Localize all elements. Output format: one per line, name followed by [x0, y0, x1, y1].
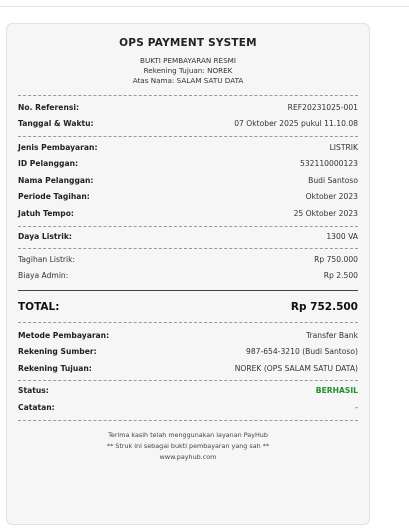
electricity-bill-value: Rp 750.000 [314, 254, 358, 264]
due-date-value: 25 Oktober 2023 [293, 208, 358, 218]
receipt-header [18, 24, 358, 86]
datetime-value: 07 Oktober 2025 pukul 11.10.08 [234, 119, 358, 129]
status-label: Status: [18, 386, 49, 396]
footer-thanks: Terima kasih telah menggunakan layanan PayHub [108, 430, 268, 439]
billing-period-label: Periode Tagihan: [18, 192, 90, 202]
receipt-subtitle: BUKTI PEMBAYARAN RESMI [140, 56, 236, 65]
destination-account-row [18, 360, 358, 377]
payment-type-label: Jenis Pembayaran: [18, 142, 98, 152]
payment-type-row [18, 139, 358, 156]
datetime-label: Tanggal & Waktu: [18, 119, 94, 129]
reference-label: No. Referensi: [18, 102, 80, 112]
top-divider [0, 6, 409, 7]
customer-id-row [18, 156, 358, 173]
customer-id-value: 532110000123 [300, 159, 358, 169]
receipt-account-to: Rekening Tujuan: NOREK [143, 66, 233, 75]
status-badge: BERHASIL [315, 386, 358, 396]
total-value: Rp 752.500 [290, 301, 358, 313]
reference-value: REF20231025-001 [287, 102, 358, 112]
payment-method-label: Metode Pembayaran: [18, 330, 110, 340]
electricity-bill-row [18, 251, 358, 268]
footer-legal: ** Struk ini sebagai bukti pembayaran yang sah ** [106, 441, 270, 450]
power-row [18, 229, 358, 246]
customer-name-row [18, 172, 358, 189]
payment-method-row [18, 327, 358, 344]
payment-type-value: LISTRIK [329, 142, 358, 152]
total-label: TOTAL: [18, 301, 60, 313]
payment-method-value: Transfer Bank [305, 330, 358, 340]
note-row [18, 399, 358, 416]
destination-account-value: NOREK (OPS SALAM SATU DATA) [234, 363, 358, 373]
note-label: Catatan: [18, 402, 55, 412]
power-label: Daya Listrik: [18, 232, 72, 242]
note-value: - [355, 402, 358, 412]
receipt-account-name: Atas Nama: SALAM SATU DATA [132, 76, 244, 85]
source-account-row [18, 344, 358, 361]
power-value: 1300 VA [326, 232, 358, 242]
due-date-label: Jatuh Tempo: [18, 208, 74, 218]
status-row [18, 383, 358, 400]
total-row [18, 297, 358, 317]
admin-fee-value: Rp 2.500 [323, 271, 358, 281]
footer-website: www.payhub.com [159, 452, 217, 461]
receipt-footer [18, 430, 358, 463]
destination-account-label: Rekening Tujuan: [18, 363, 92, 373]
receipt-title: OPS PAYMENT SYSTEM [119, 37, 257, 49]
admin-fee-row [18, 268, 358, 285]
billing-period-value: Oktober 2023 [305, 192, 358, 202]
admin-fee-label: Biaya Admin: [18, 271, 69, 281]
reference-row [18, 99, 358, 116]
datetime-row [18, 116, 358, 133]
customer-name-value: Budi Santoso [308, 175, 358, 185]
customer-id-label: ID Pelanggan: [18, 159, 79, 169]
billing-period-row [18, 189, 358, 206]
source-account-value: 987-654-3210 (Budi Santoso) [245, 347, 358, 357]
electricity-bill-label: Tagihan Listrik: [18, 254, 76, 264]
payment-receipt [6, 23, 370, 525]
due-date-row [18, 205, 358, 222]
customer-name-label: Nama Pelanggan: [18, 175, 94, 185]
source-account-label: Rekening Sumber: [18, 347, 97, 357]
